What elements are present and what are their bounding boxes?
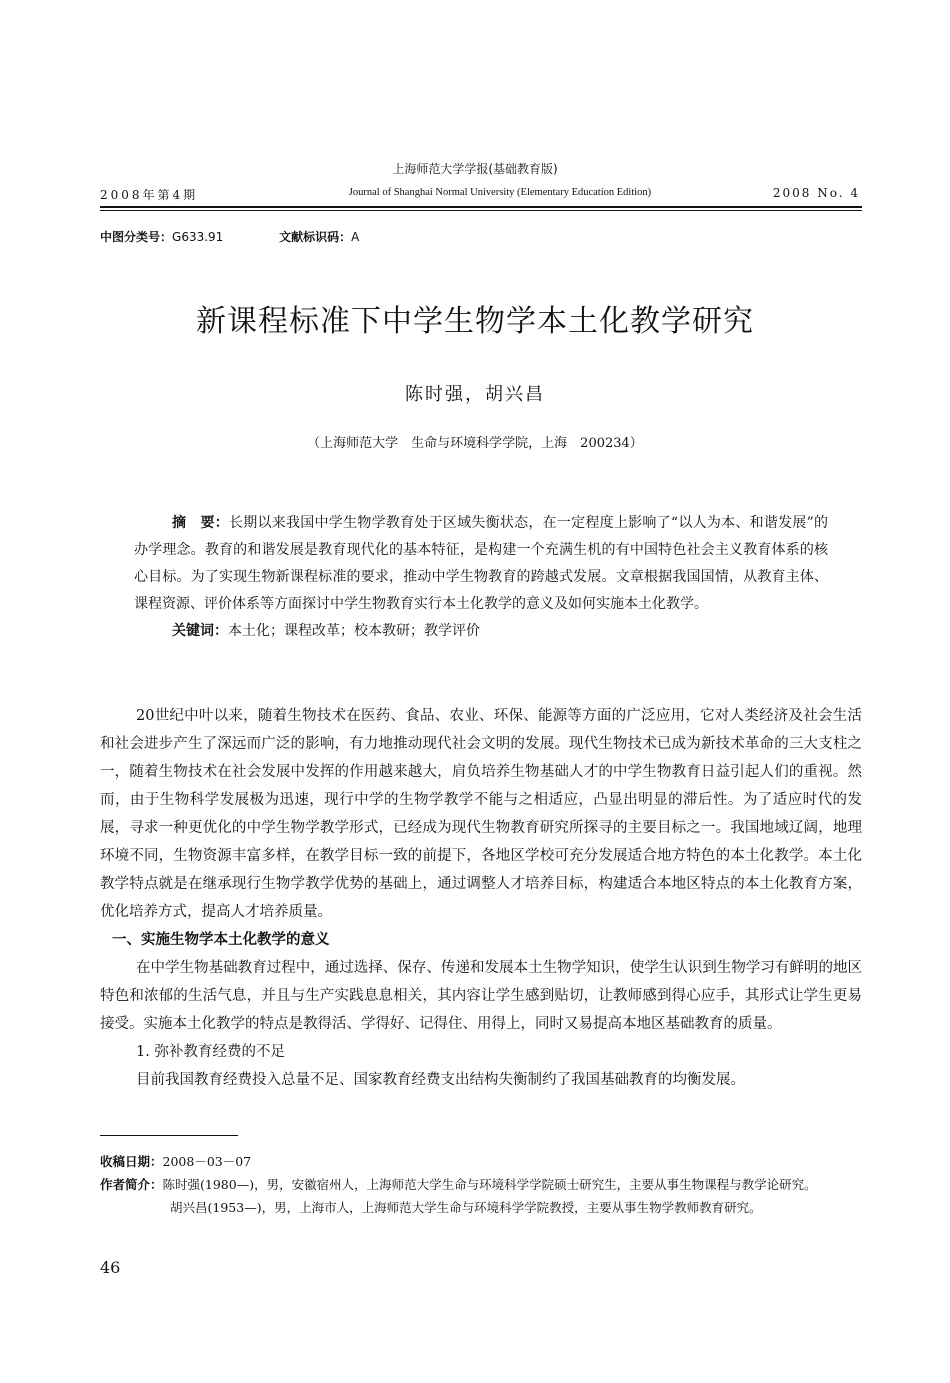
subsection-paragraph: 目前我国教育经费投入总量不足、国家教育经费支出结构失衡制约了我国基础教育的均衡发展。: [136, 1072, 745, 1088]
keywords-label: 关键词：: [172, 623, 228, 639]
issue-cn: 2008年第4期: [100, 188, 199, 202]
issue-en: 2008 No. 4: [772, 186, 860, 200]
bio-author1: 陈时强(1980—)，男，安徽宿州人，上海师范大学生命与环境科学学院硕士研究生，主要从事生物课程与教学论研究。: [162, 1177, 817, 1192]
received-label: 收稿日期：: [100, 1154, 163, 1169]
keywords-text: 本土化；课程改革；校本教研；教学评价: [228, 623, 480, 639]
journal-title-cn: 上海师范大学学报(基础教育版): [392, 162, 558, 176]
section-paragraph: 在中学生物基础教育过程中，通过选择、保存、传递和发展本土生物学知识，使学生认识到生物学习有鲜明的地区特色和浓郁的生活气息，并且与生产实践息息相关，其内容让学生感到贴切，让教师感到得心应手，其形式让学生更易接受。实施本土化教学的特点是教得活、学得好、记得住、用得上，同时又易提高本地区基础教育的质量。: [100, 960, 862, 1032]
article-authors: 陈时强，胡兴昌: [405, 384, 545, 405]
received-date: 2008－03－07: [162, 1154, 252, 1169]
received-line: [100, 1150, 862, 1173]
clc-value: G633.91: [172, 230, 224, 244]
header-rule-thin: [100, 210, 862, 211]
abstract-block: [134, 510, 828, 645]
journal-title-en: Journal of Shanghai Normal University (Elementary Education Edition): [348, 187, 652, 198]
header-rule-thick: [100, 206, 862, 208]
abstract-text: 长期以来我国中学生物学教育处于区域失衡状态，在一定程度上影响了“以人为本、和谐发展”的办学理念。教育的和谐发展是教育现代化的基本特征，是构建一个充满生机的有中国特色社会主义教育体系的核心目标。为了实现生物新课程标准的要求，推动中学生物教育的跨越式发展。文章根据我国国情，从教育主体、课程资源、评价体系等方面探讨中学生物教育实行本土化教学的意义及如何实施本土化教学。: [134, 515, 829, 612]
clc-label: 中图分类号：: [100, 230, 173, 244]
bio-author2: 胡兴昌(1953—)，男，上海市人，上海师范大学生命与环境科学学院教授，主要从事生物学教师教育研究。: [170, 1200, 762, 1215]
classification-line: [100, 228, 359, 245]
doc-code-label: 文献标识码：: [279, 230, 352, 244]
doc-code-value: A: [351, 230, 360, 244]
article-body: [100, 702, 862, 1094]
abstract-paragraph: [134, 510, 828, 618]
keywords-line: [134, 618, 828, 645]
page-number: 46: [100, 1258, 121, 1277]
article-affiliation: （上海师范大学 生命与环境科学学院，上海 200234）: [307, 436, 643, 451]
abstract-label: 摘 要：: [172, 515, 230, 531]
section-heading: 一、实施生物学本土化教学的意义: [112, 932, 330, 948]
footnotes: [100, 1150, 862, 1219]
subsection-heading: 1. 弥补教育经费的不足: [136, 1044, 285, 1060]
footnote-rule: [100, 1135, 238, 1136]
article-title: 新课程标准下中学生物学本土化教学研究: [196, 304, 754, 339]
bio-label: 作者简介：: [100, 1177, 163, 1192]
intro-paragraph: 20世纪中叶以来，随着生物技术在医药、食品、农业、环保、能源等方面的广泛应用，它对人类经济及社会生活和社会进步产生了深远而广泛的影响，有力地推动现代社会文明的发展。现代生物技术已成为新技术革命的三大支柱之一，随着生物技术在社会发展中发挥的作用越来越大，肩负培养生物基础人才的中学生物教育日益引起人们的重视。然而，由于生物科学发展极为迅速，现行中学的生物学教学不能与之相适应，凸显出明显的滞后性。为了适应时代的发展，寻求一种更优化的中学生物学教学形式，已经成为现代生物教育研究所探寻的主要目标之一。我国地域辽阔，地理环境不同，生物资源丰富多样，在教学目标一致的前提下，各地区学校可充分发展适合地方特色的本土化教学。本土化教学特点就是在继承现行生物学教学优势的基础上，通过调整人才培养目标，构建适合本地区特点的本土化教育方案，优化培养方式，提高人才培养质量。: [100, 708, 862, 920]
bio-row: [100, 1173, 862, 1196]
